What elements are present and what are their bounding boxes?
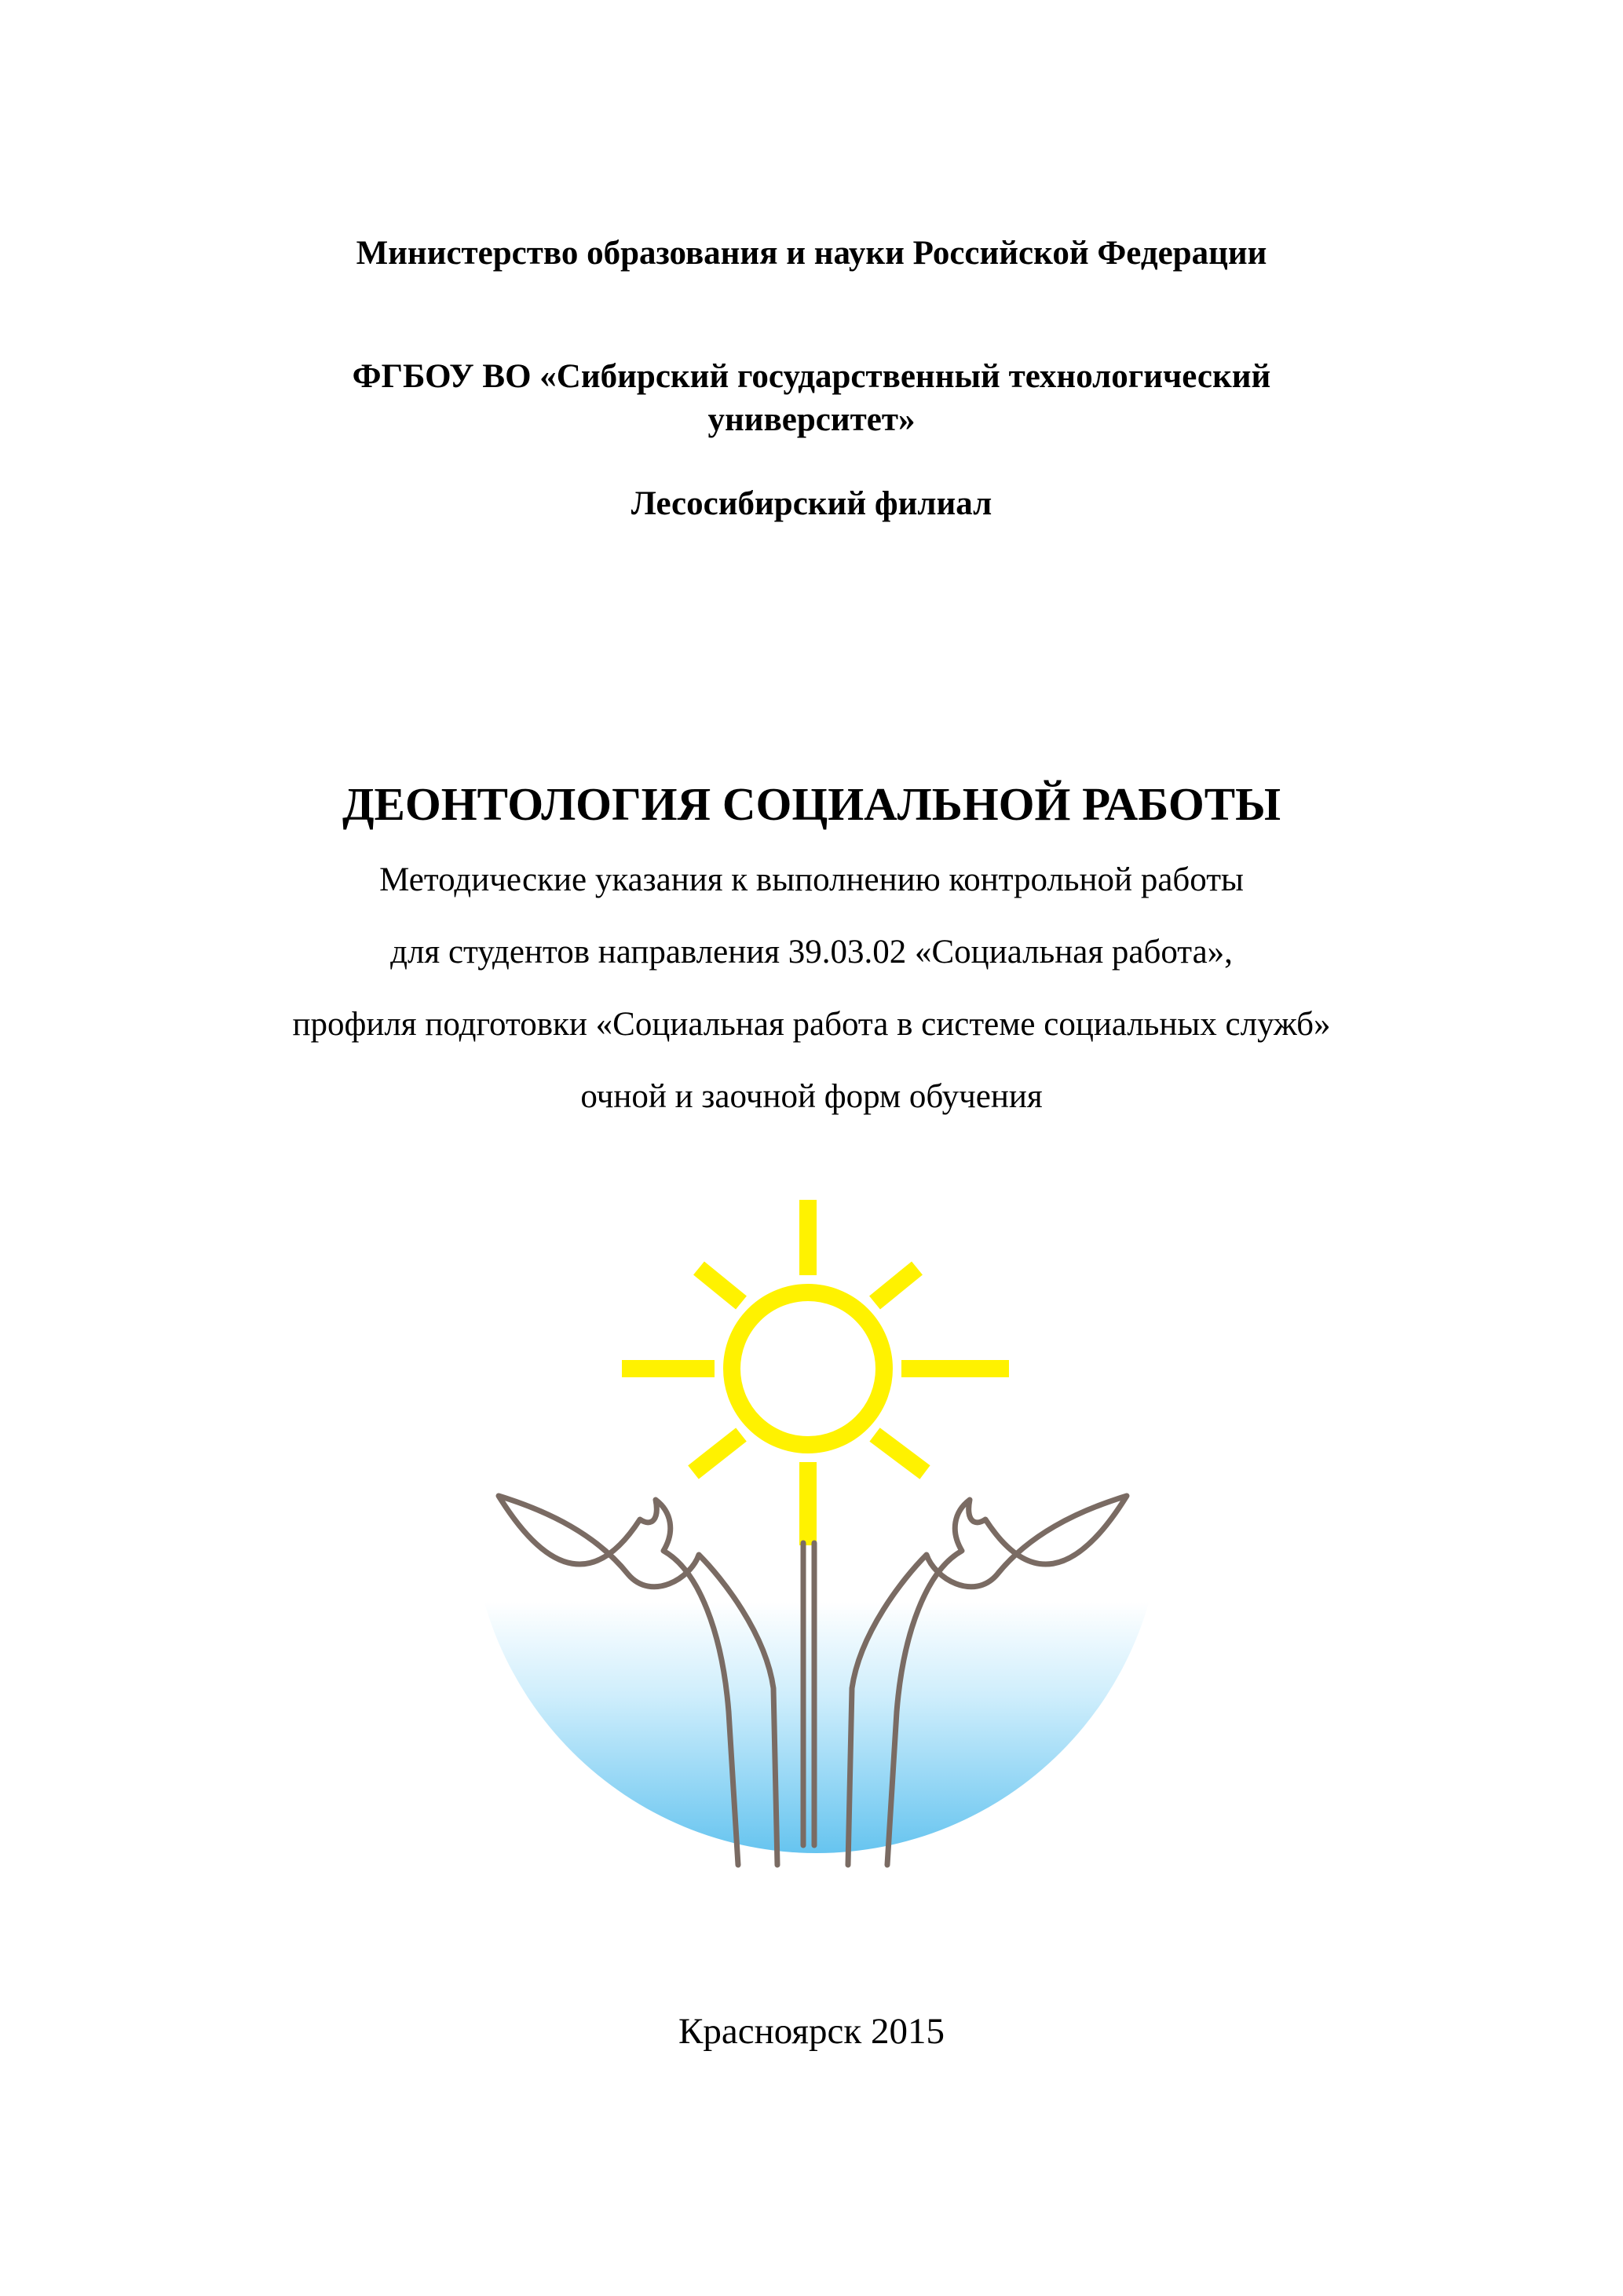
water-area	[471, 1602, 1178, 1869]
branch-line: Лесосибирский филиал	[631, 485, 992, 522]
sun-plant-logo-icon	[471, 1178, 1178, 1885]
sun-icon	[622, 1200, 1009, 1545]
document-title: ДЕОНТОЛОГИЯ СОЦИАЛЬНОЙ РАБОТЫ	[342, 778, 1281, 830]
subtitle-line-3: профиля подготовки «Социальная работа в системе социальных служб»	[292, 1006, 1331, 1043]
university-line-2: университет»	[707, 401, 916, 438]
city-year: Красноярск 2015	[678, 2011, 945, 2052]
university-line-1: ФГБОУ ВО «Сибирский государственный технологический	[352, 358, 1271, 395]
ministry-line: Министерство образования и науки Российской Федерации	[356, 235, 1267, 272]
subtitle-line-4: очной и заочной форм обучения	[580, 1078, 1043, 1115]
subtitle-line-1: Методические указания к выполнению контрольной работы	[379, 861, 1244, 898]
subtitle-line-2: для студентов направления 39.03.02 «Социальная работа»,	[390, 934, 1233, 971]
